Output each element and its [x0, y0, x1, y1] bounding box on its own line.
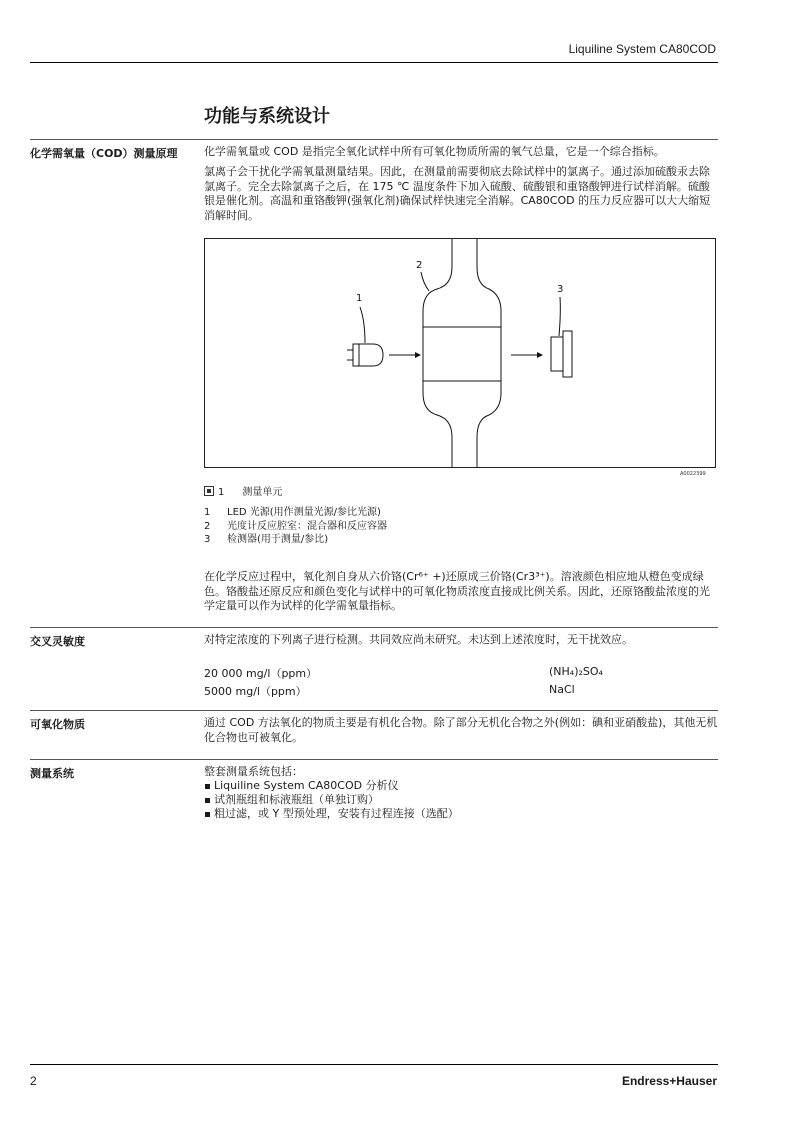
- system-list: [204, 779, 459, 821]
- footer-rule: [30, 1064, 718, 1065]
- figure-icon: [204, 486, 214, 496]
- list-item: 试剂瓶组和标液瓶组（单独订购）: [204, 793, 459, 807]
- oxidizable-text: 通过 COD 方法氧化的物质主要是有机化合物。除了部分无机化合物之外(例如：碘和亚硝酸盐)，其他无机化合物也可被氧化。: [204, 716, 718, 744]
- list-item: 粗过滤，或 Y 型预处理，安装有过程连接（选配）: [204, 807, 459, 821]
- header-rule: [30, 62, 718, 63]
- callout-3: 3: [557, 284, 564, 295]
- section-divider: [30, 627, 718, 628]
- section-label-oxidizable: 可氧化物质: [30, 718, 85, 731]
- principle-paragraph-2: 氯离子会干扰化学需氧量测量结果。因此，在测量前需要彻底去除试样中的氯离子。通过添加硫酸汞去除氯离子。完全去除氯离子之后，在 175 ℃ 温度条件下加入硫酸、硫酸银和重铬酸钾进行试样消解。硫酸银是催化剂。高温和重铬酸钾(强氧化剂)确保试样快速完全消解。CA80COD 的压力反应器可以大大缩短消解时间。: [204, 165, 711, 222]
- section-label-system: 测量系统: [30, 767, 74, 780]
- figure-caption-text: 测量单元: [242, 487, 283, 498]
- figure-legend: [204, 503, 387, 544]
- system-intro: 整套测量系统包括：: [204, 765, 303, 778]
- legend-item: 1 LED 光源(用作测量光源/参比光源): [204, 507, 381, 518]
- cross-conc-2: 5000 mg/l（ppm）: [204, 685, 307, 698]
- led-dome: [359, 344, 383, 366]
- figure-caption: [204, 483, 282, 498]
- legend-item: 2 光度计反应腔室：混合器和反应容器: [204, 520, 387, 532]
- cross-ion-2: NaCl: [549, 683, 575, 696]
- reactor-vessel: [423, 239, 452, 467]
- page-number: 2: [30, 1074, 37, 1088]
- section-label-cross: 交叉灵敏度: [30, 635, 85, 648]
- cross-conc-1: 20 000 mg/l（ppm）: [204, 667, 318, 680]
- cross-ion-1: (NH₄)₂SO₄: [549, 665, 603, 678]
- section-divider: [30, 139, 718, 140]
- legend-item: 3 检测器(用于测量/参比): [204, 534, 329, 545]
- detector-outer: [551, 337, 563, 371]
- section-divider: [30, 759, 718, 760]
- brand-logo-text: Endress+Hauser: [621, 1074, 717, 1088]
- figure-number: 1: [218, 487, 225, 498]
- callout-2: 2: [416, 260, 423, 271]
- principle-paragraph-1: 化学需氧量或 COD 是指完全氧化试样中所有可氧化物质所需的氧气总量，它是一个综合指标。: [204, 145, 665, 158]
- header-product-name: Liquiline System CA80COD: [568, 42, 716, 56]
- cross-text: 对特定浓度的下列离子进行检测。共同效应尚未研究。未达到上述浓度时，无干扰效应。: [204, 633, 633, 646]
- led-base: [353, 344, 359, 366]
- page-title: 功能与系统设计: [204, 106, 330, 127]
- list-item: Liquiline System CA80COD 分析仪: [204, 779, 459, 793]
- callout-1: 1: [356, 293, 363, 304]
- measuring-cell-figure: [204, 238, 716, 468]
- measuring-cell-diagram: [205, 239, 715, 467]
- detector-plate: [563, 331, 572, 377]
- section-divider: [30, 710, 718, 711]
- figure-id: A0022399: [680, 471, 706, 477]
- section-label-principle: 化学需氧量（COD）测量原理: [30, 147, 178, 160]
- principle-paragraph-3: 在化学反应过程中，氧化剂自身从六价铬(Cr⁶⁺ +)还原成三价铬(Cr3³⁺)。溶液颜色相应地从橙色变成绿色。铬酸盐还原反应和颜色变化与试样中的可氧化物质浓度直接成比例关系。因此，还原铬酸盐浓度的光学定量可以作为试样的化学需氧量指标。: [204, 570, 710, 612]
